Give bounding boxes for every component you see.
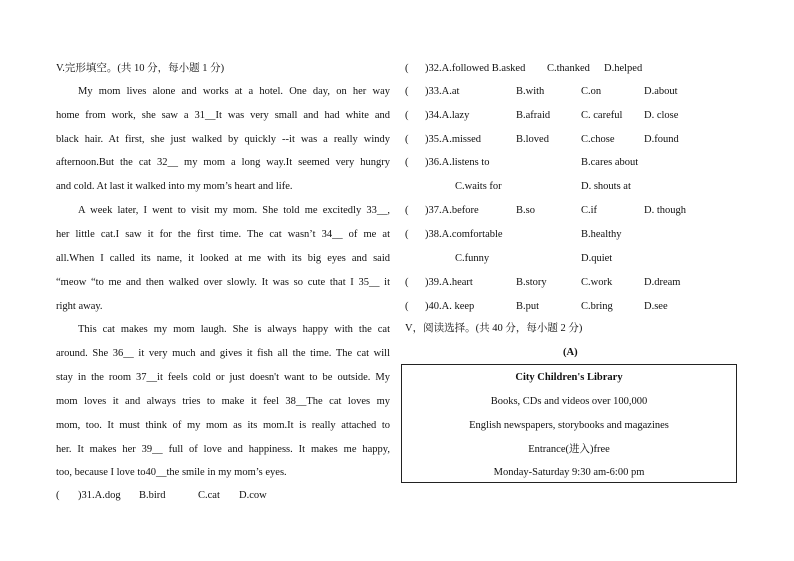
- option-d: D. close: [644, 110, 679, 121]
- section-heading: V，阅读选择。(共 40 分，每小题 2 分): [405, 323, 583, 334]
- option-c: C.on: [581, 86, 602, 97]
- passage-line: My mom lives alone and works at a hotel. One day, on her way: [78, 86, 390, 97]
- answer-paren[interactable]: (: [405, 301, 409, 312]
- answer-paren[interactable]: (: [405, 229, 409, 240]
- option-c: C. careful: [581, 110, 623, 121]
- option-c: C.chose: [581, 134, 615, 145]
- option-a: )39.A.heart: [425, 277, 473, 288]
- option-d: D.about: [644, 86, 678, 97]
- option-d: D.cow: [239, 490, 267, 501]
- option-b: B.cares about: [581, 157, 639, 168]
- answer-paren[interactable]: (: [405, 110, 409, 121]
- passage-line: This cat makes my mom laugh. She is always happy with the cat: [78, 324, 390, 335]
- passage-line: “meow “to me and then walked over slowly. It was so cute that I 35__ it: [56, 277, 390, 288]
- passage-line: afternoon.But the cat 32__ my mom a long way.It seemed very hungry: [56, 157, 390, 168]
- option-b: B.bird: [139, 490, 166, 501]
- option-b: B.so: [516, 205, 535, 216]
- passage-line: black hair. At first, she just walked by quickly --it was a really windy: [56, 134, 390, 145]
- option-c: C.if: [581, 205, 598, 216]
- option-a-b: )32.A.followed B.asked: [425, 63, 526, 74]
- option-a: )40.A. keep: [425, 301, 475, 312]
- answer-paren[interactable]: (: [405, 277, 409, 288]
- option-a: )31.A.dog: [78, 490, 121, 501]
- passage-line: her little cat.I saw it for the first time. The cat wasn’t 34__ of me at: [56, 229, 390, 240]
- option-d: D. though: [644, 205, 686, 216]
- option-c: C.bring: [581, 301, 613, 312]
- option-b: B.healthy: [581, 229, 622, 240]
- notice-title: City Children's Library: [515, 372, 623, 383]
- option-d: D.see: [644, 301, 668, 312]
- passage-line: mom, too. It must think of my mom as its mom.It is really attached to: [56, 420, 390, 431]
- passage-line: her. It makes her 39__ full of love and happiness. It makes me happy,: [56, 444, 390, 455]
- answer-paren[interactable]: (: [405, 157, 409, 168]
- passage-line: mom loves it and always tries to make it feel 38__The cat loves my: [56, 396, 390, 407]
- option-a: )36.A.listens to: [425, 157, 490, 168]
- option-d: D.dream: [644, 277, 681, 288]
- notice-line: Entrance(进入)free: [528, 444, 610, 455]
- answer-paren[interactable]: (: [405, 63, 409, 74]
- passage-line: right away.: [56, 301, 103, 312]
- option-c: C.waits for: [455, 181, 502, 192]
- passage-line: A week later, I went to visit my mom. She told me excitedly 33__,: [78, 205, 390, 216]
- option-d: D.quiet: [581, 253, 613, 264]
- passage-line: all.When I called its name, it looked at me with its big eyes and said: [56, 253, 390, 264]
- option-b: B.with: [516, 86, 545, 97]
- passage-line: and cold. At last it walked into my mom’s heart and life.: [56, 181, 293, 192]
- option-a: )37.A.before: [425, 205, 479, 216]
- answer-paren[interactable]: (: [405, 86, 409, 97]
- passage-line: around. She 36__ it very much and gives it fish all the time. The cat will: [56, 348, 390, 359]
- option-a: )35.A.missed: [425, 134, 481, 145]
- option-c: C.cat: [198, 490, 220, 501]
- option-a: )38.A.comfortable: [425, 229, 503, 240]
- passage-line: home from work, she saw a 31__It was very small and had white and: [56, 110, 390, 121]
- passage-line: too, because I love to40__the smile in my mom’s eyes.: [56, 467, 287, 478]
- answer-paren[interactable]: (: [56, 490, 60, 501]
- library-notice: [401, 364, 737, 483]
- option-c: C.work: [581, 277, 613, 288]
- option-b: B.put: [516, 301, 540, 312]
- option-a: )34.A.lazy: [425, 110, 470, 121]
- option-d: D.helped: [604, 63, 643, 74]
- section-heading: V.完形填空。(共 10 分，每小题 1 分): [56, 63, 225, 74]
- notice-line: Books, CDs and videos over 100,000: [490, 396, 648, 407]
- option-d: D. shouts at: [581, 181, 631, 192]
- option-c: C.thanked: [547, 63, 590, 74]
- option-b: B.story: [516, 277, 547, 288]
- option-c: C.funny: [455, 253, 490, 264]
- notice-line: English newspapers, storybooks and magazines: [469, 420, 669, 431]
- passage-line: stay in the room 37__it feels cold or just doesn't want to be outside. My: [56, 372, 390, 383]
- answer-paren[interactable]: (: [405, 134, 409, 145]
- part-label: (A): [563, 347, 578, 358]
- option-b: B.afraid: [516, 110, 551, 121]
- option-d: D.found: [644, 134, 679, 145]
- option-a: )33.A.at: [425, 86, 460, 97]
- answer-paren[interactable]: (: [405, 205, 409, 216]
- option-b: B.loved: [516, 134, 549, 145]
- notice-line: Monday-Saturday 9:30 am-6:00 pm: [493, 467, 645, 478]
